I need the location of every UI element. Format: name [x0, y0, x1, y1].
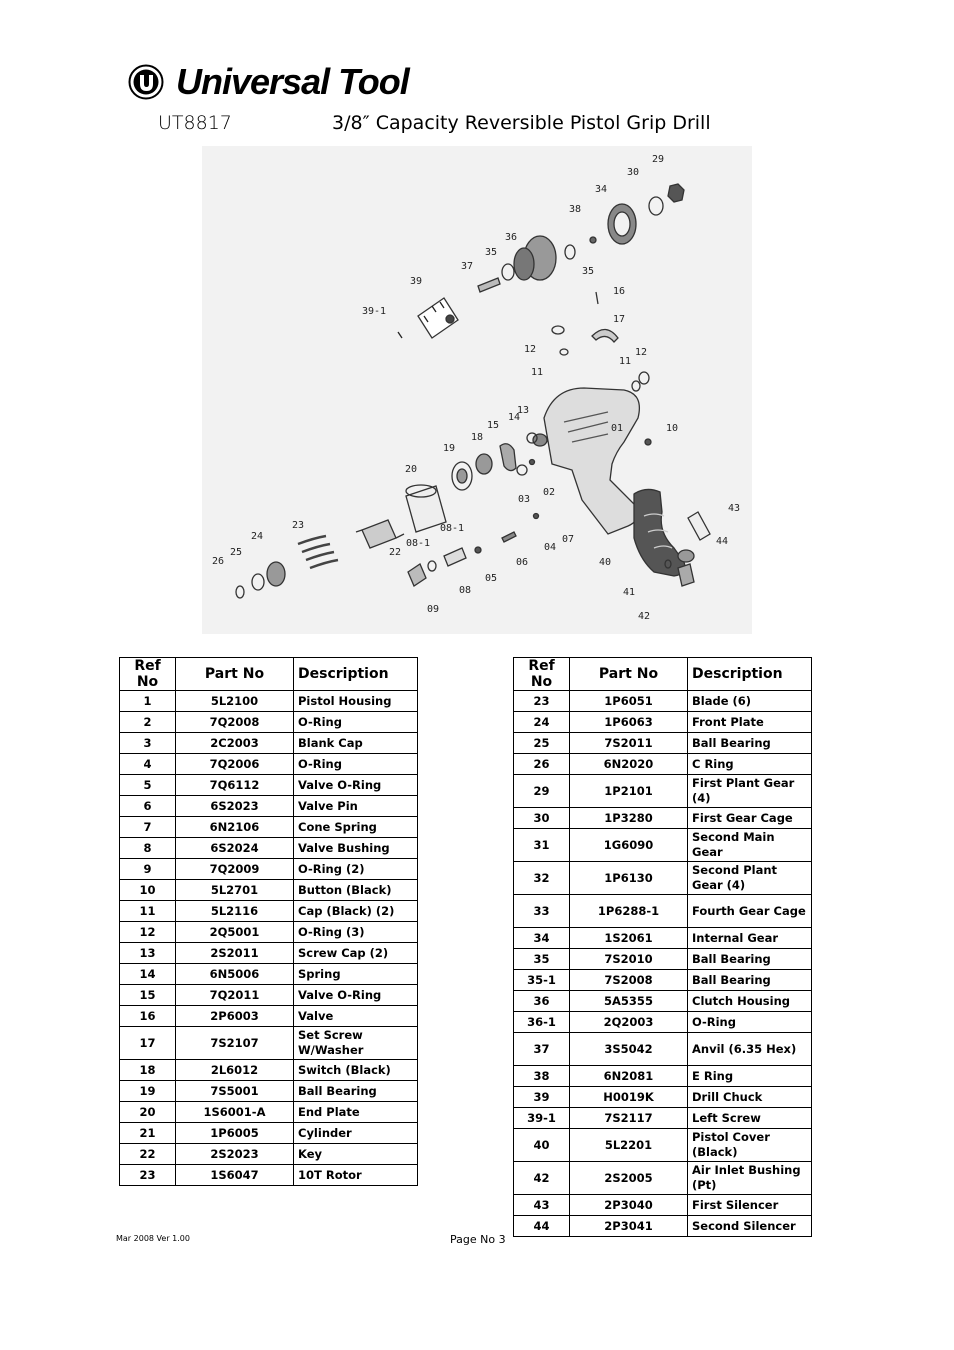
callout-label: 12	[524, 344, 537, 355]
table-row	[120, 1006, 418, 1027]
table-row	[514, 1108, 812, 1129]
ref-no-cell: 39-1	[514, 1108, 570, 1129]
description-cell: First Gear Cage	[688, 808, 812, 829]
callout-label: 11	[531, 367, 544, 378]
description-cell: Ball Bearing	[688, 733, 812, 754]
description-cell: C Ring	[688, 754, 812, 775]
ref-no-header: Ref No	[514, 658, 570, 691]
parts-table-right-body	[514, 691, 812, 1237]
table-row	[120, 964, 418, 985]
ref-no-cell: 15	[120, 985, 176, 1006]
callout-label: 10	[666, 423, 679, 434]
part-no-header: Part No	[570, 658, 688, 691]
callout-label: 20	[405, 464, 418, 475]
ref-no-cell: 38	[514, 1066, 570, 1087]
part-no-cell: 1S6047	[176, 1165, 294, 1186]
ref-no-cell: 4	[120, 754, 176, 775]
table-row	[120, 1123, 418, 1144]
description-cell: Valve Bushing	[294, 838, 418, 859]
ref-no-cell: 5	[120, 775, 176, 796]
table-row	[514, 775, 812, 808]
part-no-cell: 2P6003	[176, 1006, 294, 1027]
ref-no-cell: 3	[120, 733, 176, 754]
ref-no-cell: 16	[120, 1006, 176, 1027]
callout-label: 38	[569, 204, 582, 215]
part-no-cell: 5A5355	[570, 991, 688, 1012]
part-no-cell: 3S5042	[570, 1033, 688, 1066]
callout-label: 11	[619, 356, 632, 367]
ref-no-cell: 40	[514, 1129, 570, 1162]
description-cell: Blade (6)	[688, 691, 812, 712]
part-no-cell: 2S2005	[570, 1162, 688, 1195]
description-cell: O-Ring	[294, 754, 418, 775]
part-no-cell: 2P3040	[570, 1195, 688, 1216]
table-row	[514, 829, 812, 862]
description-cell: Blank Cap	[294, 733, 418, 754]
table-row	[514, 1087, 812, 1108]
table-row	[120, 1060, 418, 1081]
part-no-cell: 6N5006	[176, 964, 294, 985]
callout-label: 02	[543, 487, 556, 498]
ref-no-cell: 31	[514, 829, 570, 862]
callout-label: 39	[410, 276, 423, 287]
table-row	[514, 1033, 812, 1066]
table-row	[120, 859, 418, 880]
description-cell: O-Ring	[688, 1012, 812, 1033]
part-no-cell: H0019K	[570, 1087, 688, 1108]
ref-no-cell: 26	[514, 754, 570, 775]
description-cell: Pistol Cover (Black)	[688, 1129, 812, 1162]
table-row	[514, 991, 812, 1012]
part-no-cell: 1P2101	[570, 775, 688, 808]
callout-label: 34	[595, 184, 608, 195]
description-cell: Ball Bearing	[688, 970, 812, 991]
parts-table-left-body	[120, 691, 418, 1186]
part-no-cell: 2P3041	[570, 1216, 688, 1237]
description-cell: O-Ring	[294, 712, 418, 733]
callout-label: 13	[517, 405, 530, 416]
table-row	[514, 970, 812, 991]
table-row	[514, 1195, 812, 1216]
part-no-cell: 2L6012	[176, 1060, 294, 1081]
callout-label: 22	[389, 547, 402, 558]
description-header: Description	[294, 658, 418, 691]
callout-label: 40	[599, 557, 612, 568]
part-no-cell: 1P6063	[570, 712, 688, 733]
part-no-cell: 6S2024	[176, 838, 294, 859]
part-no-cell: 7S2107	[176, 1027, 294, 1060]
part-no-cell: 5L2701	[176, 880, 294, 901]
callout-label: 41	[623, 587, 636, 598]
part-no-cell: 1P6288-1	[570, 895, 688, 928]
ref-no-cell: 36	[514, 991, 570, 1012]
table-row	[120, 880, 418, 901]
part-no-cell: 7S5001	[176, 1081, 294, 1102]
table-row	[120, 985, 418, 1006]
ref-no-cell: 37	[514, 1033, 570, 1066]
table-header-row	[120, 658, 418, 691]
description-cell: Air Inlet Bushing (Pt)	[688, 1162, 812, 1195]
table-row	[120, 712, 418, 733]
table-row	[514, 1216, 812, 1237]
table-row	[514, 733, 812, 754]
table-row	[120, 901, 418, 922]
callout-label: 08	[459, 585, 472, 596]
ref-no-cell: 30	[514, 808, 570, 829]
description-cell: Cylinder	[294, 1123, 418, 1144]
part-no-cell: 5L2100	[176, 691, 294, 712]
ref-no-cell: 19	[120, 1081, 176, 1102]
ref-no-cell: 11	[120, 901, 176, 922]
ref-no-cell: 22	[120, 1144, 176, 1165]
description-cell: Valve O-Ring	[294, 985, 418, 1006]
part-no-cell: 1P6051	[570, 691, 688, 712]
parts-table-right	[513, 657, 812, 1237]
part-no-cell: 1S2061	[570, 928, 688, 949]
table-row	[514, 1129, 812, 1162]
ref-no-cell: 44	[514, 1216, 570, 1237]
description-cell: Ball Bearing	[294, 1081, 418, 1102]
description-cell: End Plate	[294, 1102, 418, 1123]
ref-no-cell: 12	[120, 922, 176, 943]
part-no-cell: 7Q6112	[176, 775, 294, 796]
part-no-header: Part No	[176, 658, 294, 691]
callout-label: 04	[544, 542, 557, 553]
description-cell: Anvil (6.35 Hex)	[688, 1033, 812, 1066]
exploded-parts-diagram	[202, 146, 752, 634]
callout-label: 17	[613, 314, 626, 325]
table-row	[120, 754, 418, 775]
callout-label: 35	[582, 266, 595, 277]
ref-no-cell: 39	[514, 1087, 570, 1108]
callout-label: 08-1	[440, 523, 465, 534]
description-cell: Button (Black)	[294, 880, 418, 901]
table-row	[514, 895, 812, 928]
description-cell: Second Main Gear	[688, 829, 812, 862]
table-row	[514, 808, 812, 829]
description-cell: O-Ring (2)	[294, 859, 418, 880]
callout-label: 15	[487, 420, 500, 431]
description-cell: Cap (Black) (2)	[294, 901, 418, 922]
callout-label: 43	[728, 503, 741, 514]
ref-no-cell: 29	[514, 775, 570, 808]
universal-tool-logo-icon	[128, 64, 164, 100]
parts-table-left	[119, 657, 418, 1186]
description-cell: Ball Bearing	[688, 949, 812, 970]
model-number: UT8817	[158, 112, 232, 134]
part-no-cell: 2Q5001	[176, 922, 294, 943]
part-no-cell: 6N2020	[570, 754, 688, 775]
description-cell: Second Silencer	[688, 1216, 812, 1237]
description-cell: E Ring	[688, 1066, 812, 1087]
callout-label: 29	[652, 154, 665, 165]
description-cell: Internal Gear	[688, 928, 812, 949]
callout-label: 07	[562, 534, 575, 545]
ref-no-cell: 8	[120, 838, 176, 859]
description-cell: First Plant Gear (4)	[688, 775, 812, 808]
description-cell: Screw Cap (2)	[294, 943, 418, 964]
product-title: 3/8″ Capacity Reversible Pistol Grip Drill	[332, 112, 711, 134]
ref-no-cell: 18	[120, 1060, 176, 1081]
description-cell: Valve O-Ring	[294, 775, 418, 796]
part-no-cell: 2S2023	[176, 1144, 294, 1165]
table-row	[514, 949, 812, 970]
ref-no-cell: 34	[514, 928, 570, 949]
table-row	[120, 1102, 418, 1123]
description-cell: Switch (Black)	[294, 1060, 418, 1081]
callout-label: 06	[516, 557, 529, 568]
table-row	[120, 817, 418, 838]
part-no-cell: 7Q2011	[176, 985, 294, 1006]
table-row	[120, 922, 418, 943]
part-no-cell: 7S2008	[570, 970, 688, 991]
description-cell: 10T Rotor	[294, 1165, 418, 1186]
ref-no-cell: 1	[120, 691, 176, 712]
callout-label: 39-1	[362, 306, 387, 317]
description-cell: Clutch Housing	[688, 991, 812, 1012]
table-row	[120, 733, 418, 754]
part-no-cell: 6S2023	[176, 796, 294, 817]
table-row	[514, 691, 812, 712]
callout-label: 23	[292, 520, 305, 531]
callout-label: 16	[613, 286, 626, 297]
callout-label: 26	[212, 556, 225, 567]
ref-no-cell: 7	[120, 817, 176, 838]
description-header: Description	[688, 658, 812, 691]
table-row	[514, 712, 812, 733]
table-row	[514, 1012, 812, 1033]
ref-no-cell: 14	[120, 964, 176, 985]
part-no-cell: 1P6005	[176, 1123, 294, 1144]
part-no-cell: 1S6001-A	[176, 1102, 294, 1123]
table-row	[120, 775, 418, 796]
ref-no-cell: 17	[120, 1027, 176, 1060]
callout-label: 08-1	[406, 538, 431, 549]
table-header-row	[514, 658, 812, 691]
part-no-cell: 7S2010	[570, 949, 688, 970]
brand-header	[128, 60, 409, 104]
part-no-cell: 2S2011	[176, 943, 294, 964]
callout-label: 35	[485, 247, 498, 258]
description-cell: Set Screw W/Washer	[294, 1027, 418, 1060]
ref-no-cell: 21	[120, 1123, 176, 1144]
callout-label: 05	[485, 573, 498, 584]
table-row	[514, 1162, 812, 1195]
description-cell: Pistol Housing	[294, 691, 418, 712]
description-cell: Cone Spring	[294, 817, 418, 838]
description-cell: Fourth Gear Cage	[688, 895, 812, 928]
callout-label: 09	[427, 604, 440, 615]
callout-label: 12	[635, 347, 648, 358]
ref-no-cell: 32	[514, 862, 570, 895]
callout-label: 37	[461, 261, 474, 272]
table-row	[514, 928, 812, 949]
callout-label: 18	[471, 432, 484, 443]
ref-no-cell: 42	[514, 1162, 570, 1195]
ref-no-cell: 24	[514, 712, 570, 733]
description-cell: First Silencer	[688, 1195, 812, 1216]
ref-no-cell: 35	[514, 949, 570, 970]
ref-no-cell: 20	[120, 1102, 176, 1123]
part-no-cell: 2Q2003	[570, 1012, 688, 1033]
ref-no-header: Ref No	[120, 658, 176, 691]
part-no-cell: 1G6090	[570, 829, 688, 862]
description-cell: Drill Chuck	[688, 1087, 812, 1108]
ref-no-cell: 23	[120, 1165, 176, 1186]
table-row	[120, 1165, 418, 1186]
callout-label: 42	[638, 611, 651, 622]
part-no-cell: 7Q2008	[176, 712, 294, 733]
description-cell: O-Ring (3)	[294, 922, 418, 943]
part-no-cell: 7S2011	[570, 733, 688, 754]
callout-label: 36	[505, 232, 518, 243]
description-cell: Front Plate	[688, 712, 812, 733]
ref-no-cell: 9	[120, 859, 176, 880]
part-no-cell: 7Q2009	[176, 859, 294, 880]
callout-label: 24	[251, 531, 264, 542]
description-cell: Spring	[294, 964, 418, 985]
description-cell: Key	[294, 1144, 418, 1165]
ref-no-cell: 43	[514, 1195, 570, 1216]
table-row	[120, 691, 418, 712]
part-no-cell: 1P6130	[570, 862, 688, 895]
table-row	[514, 754, 812, 775]
ref-no-cell: 6	[120, 796, 176, 817]
ref-no-cell: 13	[120, 943, 176, 964]
table-row	[120, 1027, 418, 1060]
part-no-cell: 6N2106	[176, 817, 294, 838]
table-row	[120, 838, 418, 859]
ref-no-cell: 33	[514, 895, 570, 928]
ref-no-cell: 2	[120, 712, 176, 733]
callout-label: 01	[611, 423, 624, 434]
brand-name: Universal Tool	[176, 61, 409, 102]
table-row	[120, 796, 418, 817]
description-cell: Left Screw	[688, 1108, 812, 1129]
table-row	[514, 862, 812, 895]
ref-no-cell: 36-1	[514, 1012, 570, 1033]
callout-label: 44	[716, 536, 729, 547]
table-row	[514, 1066, 812, 1087]
table-row	[120, 943, 418, 964]
part-no-cell: 6N2081	[570, 1066, 688, 1087]
exploded-view-drawing	[202, 146, 752, 634]
part-no-cell: 2C2003	[176, 733, 294, 754]
page-number: Page No 3	[450, 1233, 506, 1246]
part-no-cell: 5L2201	[570, 1129, 688, 1162]
ref-no-cell: 35-1	[514, 970, 570, 991]
part-no-cell: 1P3280	[570, 808, 688, 829]
callout-label: 30	[627, 167, 640, 178]
description-cell: Valve Pin	[294, 796, 418, 817]
table-row	[120, 1081, 418, 1102]
description-cell: Valve	[294, 1006, 418, 1027]
callout-label: 19	[443, 443, 456, 454]
part-no-cell: 7S2117	[570, 1108, 688, 1129]
ref-no-cell: 25	[514, 733, 570, 754]
table-row	[120, 1144, 418, 1165]
version-note: Mar 2008 Ver 1.00	[116, 1234, 190, 1243]
callout-label: 03	[518, 494, 531, 505]
part-no-cell: 5L2116	[176, 901, 294, 922]
description-cell: Second Plant Gear (4)	[688, 862, 812, 895]
callout-label: 14	[508, 412, 521, 423]
ref-no-cell: 10	[120, 880, 176, 901]
callout-label: 25	[230, 547, 243, 558]
part-no-cell: 7Q2006	[176, 754, 294, 775]
ref-no-cell: 23	[514, 691, 570, 712]
